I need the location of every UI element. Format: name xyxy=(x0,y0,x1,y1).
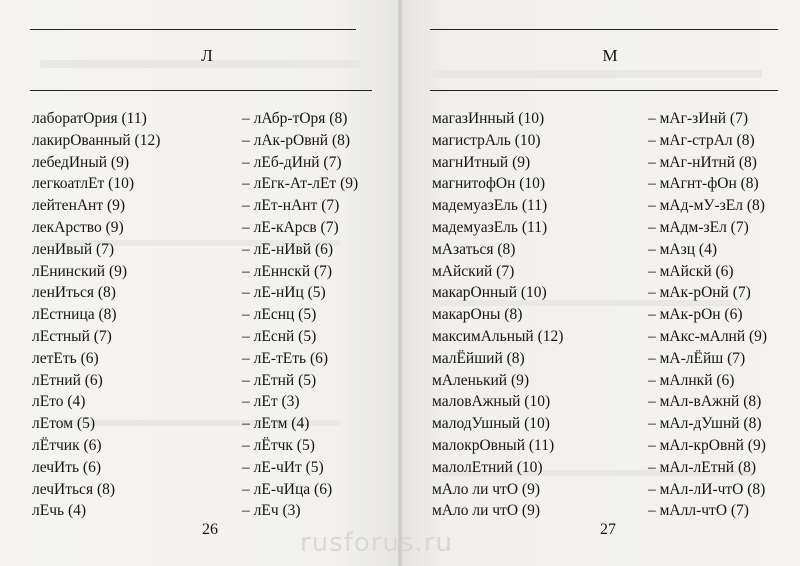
list-item xyxy=(32,154,372,176)
entry-code: – мАг-зИнй (7) xyxy=(648,110,749,127)
entry-code: – лАк-рОвнй (8) xyxy=(242,131,351,149)
entry-word: максимАльный (12) xyxy=(432,327,564,345)
entry-word: лечИться (8) xyxy=(32,480,116,498)
list-item xyxy=(432,110,782,132)
list-item xyxy=(32,415,372,437)
entry-code: – мАйскй (6) xyxy=(648,262,734,280)
entry-code: – мАг-стрАл (8) xyxy=(648,131,755,149)
entry-code: – лЕ-нИц (5) xyxy=(242,284,326,302)
entry-word: лаборатОрия (11) xyxy=(32,110,147,127)
entry-code: – лЕ-чИца (6) xyxy=(242,480,333,498)
entry-code: – мАкс-мАлнй (9) xyxy=(648,327,768,345)
entry-word: лЕтний (6) xyxy=(32,371,103,389)
entry-code: – лАбр-тОря (8) xyxy=(242,110,348,127)
entry-word: лЕто (4) xyxy=(32,393,86,411)
entry-word: лЕстный (7) xyxy=(32,327,112,345)
entry-word: мадемуазЕль (11) xyxy=(432,218,548,236)
entry-word: мАйский (7) xyxy=(432,262,515,280)
entry-word: макарОнный (10) xyxy=(432,284,547,302)
page-number: 26 xyxy=(202,521,218,538)
list-item xyxy=(432,437,782,459)
entry-word: лакирОванный (12) xyxy=(32,131,161,149)
entry-code: – мАзц (4) xyxy=(648,240,717,258)
entry-word: магистрАль (10) xyxy=(432,131,541,149)
list-item xyxy=(32,132,372,154)
list-item xyxy=(432,350,782,372)
entry-word: мАло ли чтО (9) xyxy=(432,480,540,498)
list-item xyxy=(32,197,372,219)
entry-code: – лЕннскй (7) xyxy=(242,262,333,280)
watermark: rusforus.ru xyxy=(300,528,453,558)
list-item xyxy=(432,263,782,285)
list-item xyxy=(32,219,372,241)
entry-code: – лЕт (3) xyxy=(242,393,300,411)
entry-code: – лЕ-тЕть (6) xyxy=(242,349,329,367)
top-rule xyxy=(430,29,778,30)
entry-code: – мА-лЁйш (7) xyxy=(648,349,746,367)
entry-word: лЕтом (5) xyxy=(32,415,95,433)
entry-word: мадемуазЕль (11) xyxy=(432,197,548,215)
entry-word: лЁтчик (6) xyxy=(32,436,102,454)
entry-word: лейтенАнт (9) xyxy=(32,197,126,215)
list-item xyxy=(32,393,372,415)
bleed-through-text xyxy=(432,70,762,78)
entry-code: – лЕгк-Ат-лЕт (9) xyxy=(242,175,359,193)
entry-code: – мАдм-зЕл (7) xyxy=(648,218,749,236)
list-item xyxy=(432,306,782,328)
section-letter-heading: М xyxy=(602,46,618,65)
list-item xyxy=(32,284,372,306)
list-item xyxy=(432,393,782,415)
entry-code: – мАгнт-фОн (8) xyxy=(648,175,759,193)
list-item xyxy=(432,481,782,503)
entry-word: магнИтный (9) xyxy=(432,153,531,171)
entry-word: ленИвый (7) xyxy=(32,240,115,258)
list-item xyxy=(432,175,782,197)
list-item xyxy=(32,437,372,459)
entry-word: магнитофОн (10) xyxy=(432,175,546,193)
list-item xyxy=(32,481,372,503)
entry-word: лЕстница (8) xyxy=(32,306,117,324)
list-item xyxy=(432,132,782,154)
list-item xyxy=(432,415,782,437)
list-item xyxy=(32,328,372,350)
entry-word: макарОны (8) xyxy=(432,306,523,324)
word-list xyxy=(32,110,372,524)
entry-word: мАленький (9) xyxy=(432,371,530,389)
entry-word: малЁйший (8) xyxy=(432,349,525,367)
entry-code: – лЕт-нАнт (7) xyxy=(242,197,340,215)
list-item xyxy=(432,219,782,241)
list-item xyxy=(32,306,372,328)
entry-code: – мАл-дУшнй (8) xyxy=(648,415,762,433)
entry-code: – мАг-нИтнй (8) xyxy=(648,153,757,171)
entry-word: мАзаться (8) xyxy=(432,240,516,258)
list-item xyxy=(32,459,372,481)
entry-word: летЕть (6) xyxy=(32,349,99,367)
top-rule xyxy=(30,29,356,30)
list-item xyxy=(432,241,782,263)
entry-word: лЕнинский (9) xyxy=(32,262,128,280)
entry-word: ленИться (8) xyxy=(32,284,116,302)
entry-code: – лЕтм (4) xyxy=(242,415,310,433)
list-item xyxy=(432,284,782,306)
entry-word: лечИть (6) xyxy=(32,458,102,476)
entry-word: лекАрство (9) xyxy=(32,218,124,236)
entry-code: – лЕ-нИвй (6) xyxy=(242,240,334,258)
entry-word: легкоатлЕт (10) xyxy=(32,175,135,193)
list-item xyxy=(432,197,782,219)
entry-code: – мАл-крОвнй (9) xyxy=(648,436,766,454)
entry-code: – мАл-лЕтнй (8) xyxy=(648,458,757,476)
list-item xyxy=(32,263,372,285)
list-item xyxy=(432,154,782,176)
left-page xyxy=(0,0,398,566)
entry-code: – лЕтнй (5) xyxy=(242,371,317,389)
list-item xyxy=(32,175,372,197)
entry-word: лЕчь (4) xyxy=(32,502,87,520)
list-item xyxy=(32,241,372,263)
entry-word: малокрОвный (11) xyxy=(432,436,555,454)
page-number: 27 xyxy=(600,521,616,538)
entry-word: малолЕтний (10) xyxy=(432,458,543,476)
list-item xyxy=(32,110,372,132)
entry-code: – мАк-рОн (6) xyxy=(648,306,743,324)
entry-code: – мАл-вАжнй (8) xyxy=(648,393,762,411)
list-item xyxy=(432,372,782,394)
entry-code: – мАлл-чтО (7) xyxy=(648,502,749,520)
word-list xyxy=(432,110,782,524)
entry-word: мАло ли чтО (9) xyxy=(432,502,540,520)
entry-word: маловАжный (10) xyxy=(432,393,551,411)
entry-code: – мАк-рОнй (7) xyxy=(648,284,751,302)
entry-code: – лЕснй (5) xyxy=(242,327,317,345)
list-item xyxy=(32,350,372,372)
entry-code: – лЕ-кАрсв (7) xyxy=(242,218,339,236)
entry-code: – мАлнкй (6) xyxy=(648,371,735,389)
entry-code: – лЕснц (5) xyxy=(242,306,317,324)
list-item xyxy=(432,459,782,481)
entry-word: малодУшный (10) xyxy=(432,415,550,433)
section-letter-heading: Л xyxy=(201,46,213,65)
right-page xyxy=(402,0,800,566)
entry-word: лебедИный (9) xyxy=(32,153,130,171)
entry-code: – лЕб-дИнй (7) xyxy=(242,153,342,171)
entry-code: – лЕч (3) xyxy=(242,502,301,520)
entry-code: – лЁтчк (5) xyxy=(242,436,315,454)
entry-code: – мАд-мУ-зЕл (8) xyxy=(648,197,765,215)
entry-code: – мАл-лИ-чтО (8) xyxy=(648,480,766,498)
entry-word: магазИнный (10) xyxy=(432,110,545,127)
list-item xyxy=(432,328,782,350)
header-rule xyxy=(430,90,778,91)
header-rule xyxy=(30,90,372,91)
entry-code: – лЕ-чИт (5) xyxy=(242,458,324,476)
list-item xyxy=(32,372,372,394)
